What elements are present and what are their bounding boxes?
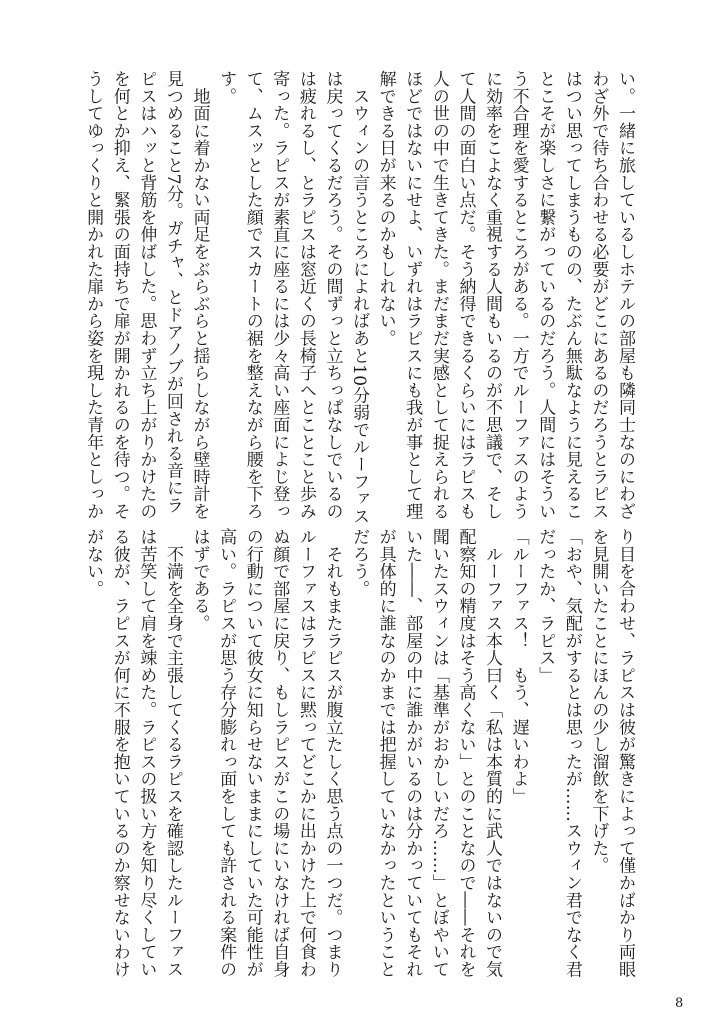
text-line: を何とか抑え、緊張の面持ちで扉が開かれるのを待つ。そ	[109, 70, 130, 520]
text-line: ぬ顔で部屋に戻り、もしラピスがこの場にいなければ自身	[269, 528, 290, 978]
text-line: ピスはハッと背筋を伸ばした。思わず立ち上がりかけたの	[136, 70, 157, 520]
text-line: 「おや、気配がするとは思ったが……スウィン君でなく君	[561, 528, 582, 978]
text-line: は苦笑して肩を竦めた。ラピスの扱い方を知り尽くしてい	[136, 528, 157, 978]
text-line: す。	[216, 70, 237, 105]
text-line: り目を合わせ、ラピスは彼が驚きによって僅かばかり両眼	[615, 528, 635, 978]
text-line: 地面に着かない両足をぶらぶらと揺らしながら壁時計を	[189, 70, 210, 520]
text-line: いた――、部屋の中に誰かがいるのは分かっていてもそれ	[402, 528, 423, 978]
text-line: 寄った。ラピスが素直に座るには少々高い座面によじ登っ	[269, 70, 290, 520]
text-line: 聞いたスウィンは「基準がおかしいだろ……」とぼやいて	[428, 528, 449, 978]
text-line: 高い。ラピスが思う存分膨れっ面をしても許される案件の	[216, 528, 237, 978]
text-line: ルーファスはラピスに黙ってどこかに出かけた上で何食わ	[295, 528, 316, 978]
text-line: は疲れるし、とラピスは窓近くの長椅子へとことこと歩み	[295, 70, 316, 520]
text-line: とこそが楽しさに繋がっているのだろう。人間にはそうい	[535, 70, 556, 520]
text-line: がない。	[83, 528, 104, 598]
text-line: 不満を全身で主張してくるラピスを確認したルーファス	[162, 528, 183, 978]
text-line: う不合理を愛するところがある。一方でルーファスのよう	[508, 70, 529, 520]
text-line: わざ外で待ち合わせる必要がどこにあるのだろうとラピス	[588, 70, 609, 520]
text-line: る彼が、ラピスが何に不服を抱いているのか察せないわけ	[109, 528, 130, 978]
text-line: 人の世の中で生きてきた。まだまだ実感として捉えられる	[428, 70, 449, 520]
text-line: はつい思ってしまうものの、たぶん無駄なように見えるこ	[561, 70, 582, 520]
text-line: ルーファス本人曰く「私は本質的に武人ではないので気	[482, 528, 503, 978]
text-line: 配察知の精度はそう高くない」とのことなので――それを	[455, 528, 476, 978]
text-line: 解できる日が来るのかもしれない。	[375, 70, 396, 347]
top-text-block	[80, 70, 638, 525]
text-line: は戻ってくるだろう。その間ずっと立ちっぱなしでいるの	[322, 70, 343, 520]
text-line: が具体的に誰なのかまでは把握していなかったということ	[375, 528, 396, 978]
text-line: だったか、ラピス」	[535, 528, 556, 684]
bottom-text-block	[80, 528, 638, 978]
text-line: スウィンの言うところによればあと10分弱でルーファス	[349, 70, 370, 525]
text-line: の行動について彼女に知らせないままにしていた可能性が	[242, 528, 263, 978]
text-line: て人間の面白い点だ。そう納得できるくらいにはラピスも	[455, 70, 476, 520]
text-line: それもまたラピスが腹立たしく思う点の一つだ。つまり	[322, 528, 343, 978]
text-line: て、ムスッとした顔でスカートの裾を整えながら腰を下ろ	[242, 70, 263, 520]
text-line: を見開いたことにほんの少し溜飲を下げた。	[588, 528, 609, 874]
text-line: 「ルーファス！ もう、遅いわよ」	[508, 528, 529, 805]
text-line: はずである。	[189, 528, 210, 632]
text-line: だろう。	[349, 528, 370, 598]
text-line: に効率をこよなく重視する人間もいるのが不思議で、そし	[482, 70, 503, 520]
text-line: 見つめること7分。ガチャ、とドアノブが回される音にラ	[162, 70, 183, 514]
text-line: うしてゆっくりと開かれた扉から姿を現した青年としっか	[83, 70, 104, 520]
page-number: 8	[675, 996, 684, 1011]
text-line: ほどではないにせよ、いずれはラピスにも我が事として理	[402, 70, 423, 520]
text-line: い。一緒に旅しているしホテルの部屋も隣同士なのにわざ	[615, 70, 635, 520]
